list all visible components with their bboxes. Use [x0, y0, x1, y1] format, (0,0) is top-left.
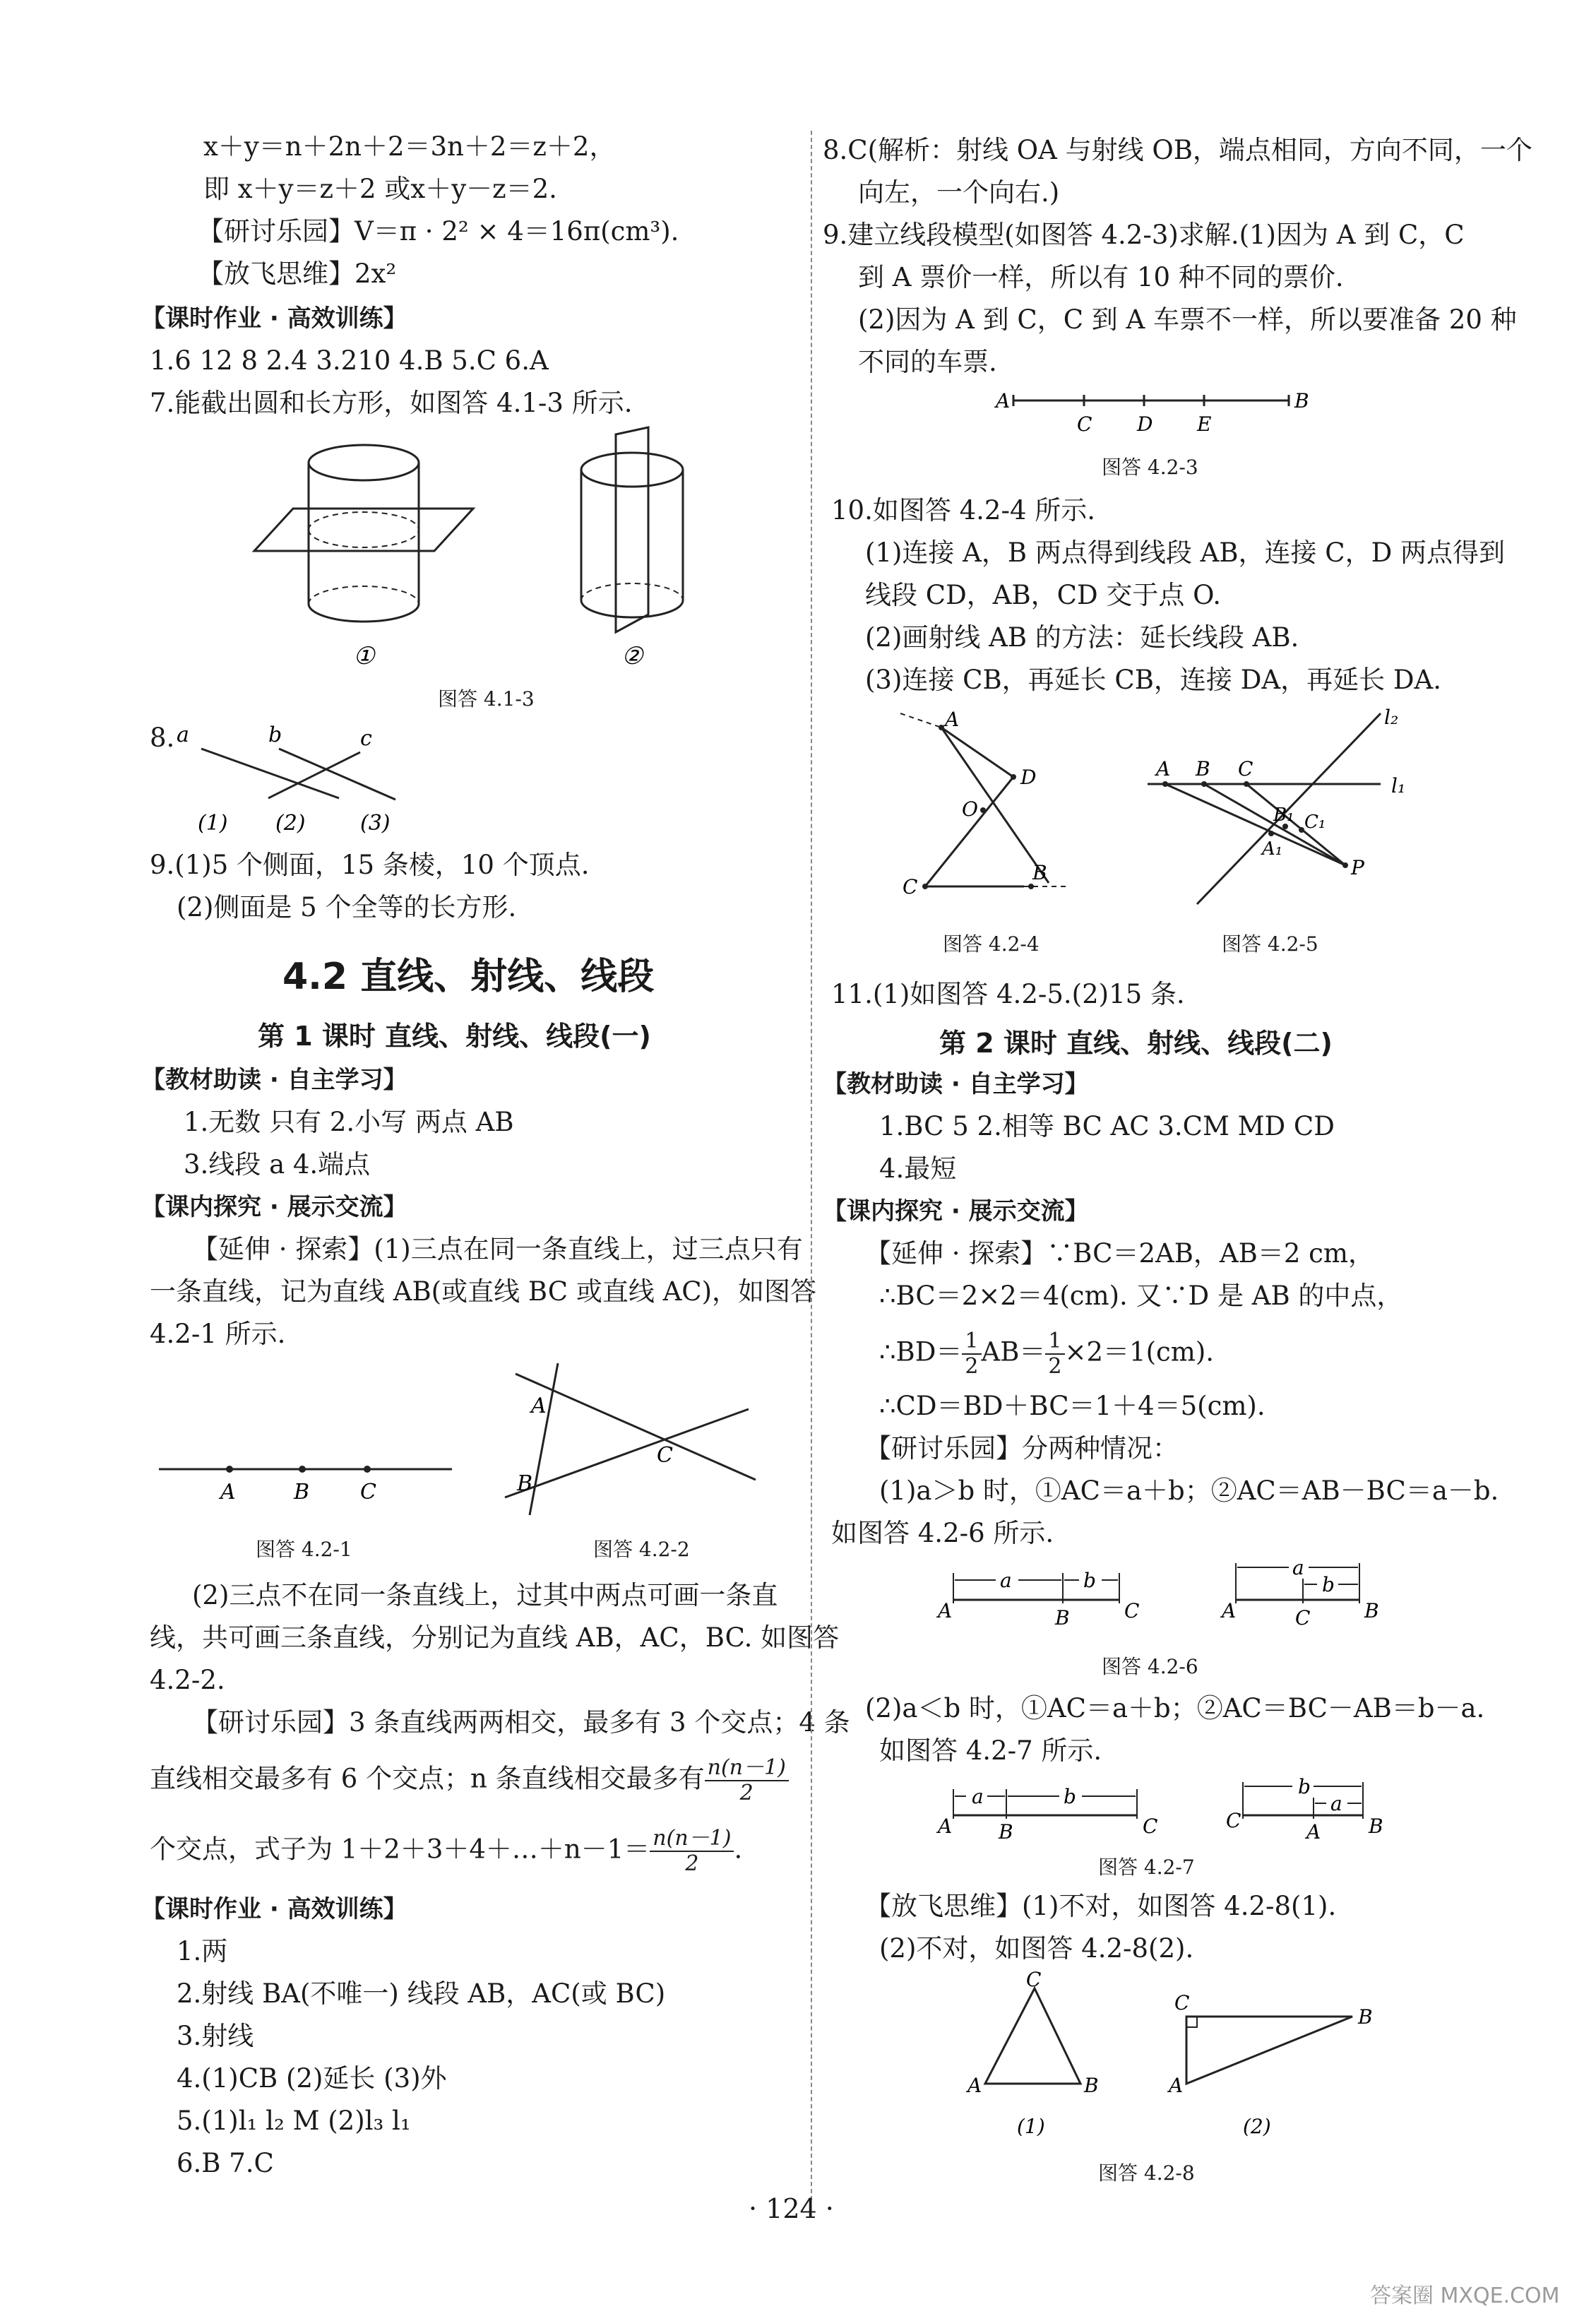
section-heading: 【课时作业 · 高效训练】 [141, 304, 407, 333]
point-label: A [938, 1815, 953, 1838]
fraction-numerator: 1 [962, 1329, 981, 1355]
point-label: C [1295, 1606, 1311, 1630]
figure-label: (2) [1243, 2115, 1271, 2138]
segment-label: a [1000, 1569, 1012, 1592]
text-fragment: . [734, 1834, 743, 1865]
point-label: B [1364, 1599, 1379, 1622]
figure-4-2-8 [964, 1968, 1458, 2140]
answer-line: 8. [150, 723, 175, 753]
answer-line: 到 A 票价一样，所以有 10 种不同的票价. [858, 262, 1344, 292]
text-fragment: 直线相交最多有 6 个交点；n 条直线相交最多有 [150, 1763, 705, 1794]
answer-line: 10.如图答 4.2-4 所示. [831, 495, 1096, 526]
fraction-denominator: 2 [739, 1781, 754, 1805]
figure-caption: 图答 4.1-3 [438, 687, 535, 711]
figure-4-2-2 [501, 1356, 784, 1519]
point-label: A [938, 1599, 953, 1622]
figure-caption: 图答 4.2-1 [256, 1538, 352, 1561]
lesson-title: 第 2 课时 直线、射线、线段(二) [939, 1028, 1333, 1059]
figure-4-2-4 [897, 706, 1123, 904]
answer-line: 11.(1)如图答 4.2-5.(2)15 条. [831, 979, 1185, 1009]
point-label: A [531, 1394, 547, 1418]
text-line [150, 1827, 742, 1876]
fraction-numerator: n(n－1) [705, 1756, 789, 1781]
text-line: 【延伸 · 探索】(1)三点在同一条直线上，过三点只有 [192, 1234, 803, 1264]
text-line: 【延伸 · 探索】∵BC＝2AB，AB＝2 cm， [865, 1238, 1374, 1269]
section-heading: 【课时作业 · 高效训练】 [141, 1895, 407, 1923]
point-label: B [1196, 757, 1210, 780]
point-label: B [1084, 2074, 1099, 2097]
figure-4-2-3 [992, 385, 1309, 436]
lesson-title: 第 1 课时 直线、射线、线段(一) [258, 1021, 651, 1052]
section-title: 4.2 直线、射线、线段 [282, 956, 655, 998]
text-line: 如图答 4.2-6 所示. [831, 1518, 1054, 1548]
answer-line: 1.BC 5 2.相等 BC AC 3.CM MD CD [879, 1111, 1335, 1141]
point-label: O [962, 797, 978, 821]
answer-line: 3.射线 [177, 2021, 254, 2051]
figure-4-2-5 [1141, 706, 1472, 918]
point-label: C₁ [1304, 812, 1326, 833]
point-label: A [967, 2074, 982, 2097]
text-line: 即 x＋y＝z＋2 或x＋y－z＝2. [203, 174, 557, 204]
answer-line: 5.(1)l₁ l₂ M (2)l₃ l₁ [177, 2106, 411, 2136]
point-label: l₂ [1384, 706, 1399, 729]
segment-label: b [1298, 1775, 1311, 1798]
answer-line: (3)连接 CB，再延长 CB，连接 DA，再延长 DA. [865, 665, 1441, 695]
segment-label: b [1064, 1785, 1076, 1808]
answer-line: 9.建立线段模型(如图答 4.2-3)求解.(1)因为 A 到 C，C [823, 220, 1465, 250]
answer-line: 不同的车票. [858, 347, 997, 377]
point-label: B [517, 1471, 533, 1496]
answer-line: 线段 CD，AB，CD 交于点 O. [865, 580, 1222, 610]
segment-label: b [1322, 1573, 1335, 1596]
answer-line: (2)因为 A 到 C，C 到 A 车票不一样，所以要准备 20 种 [858, 304, 1517, 335]
point-label: c [360, 726, 372, 751]
figure-4-1-3 [240, 431, 749, 678]
figure-caption: 图答 4.2-5 [1222, 932, 1318, 956]
answer-line: (1)连接 A，B 两点得到线段 AB，连接 C，D 两点得到 [865, 538, 1506, 568]
figure-caption: 图答 4.2-8 [1098, 2161, 1195, 2185]
point-label: C [1174, 1991, 1190, 2014]
text-line: 【研讨乐园】3 条直线两两相交，最多有 3 个交点；4 条 [192, 1707, 850, 1738]
text-line: ∴BC＝2×2＝4(cm). 又∵D 是 AB 的中点， [879, 1281, 1403, 1311]
text-line: (2)三点不在同一条直线上，过其中两点可画一条直 [192, 1580, 778, 1610]
figure-4-2-1 [155, 1455, 466, 1519]
point-label: B [1358, 2005, 1373, 2029]
point-label: B [1369, 1815, 1383, 1838]
point-label: C [1124, 1599, 1140, 1622]
fraction-denominator: 2 [1048, 1354, 1062, 1379]
point-label: C [657, 1443, 673, 1468]
point-label: C [1077, 412, 1092, 436]
point-label: C [1143, 1815, 1158, 1838]
point-label: A [945, 708, 960, 731]
section-heading: 【课内探究 · 展示交流】 [823, 1197, 1089, 1225]
section-heading: 【教材助读 · 自主学习】 [823, 1070, 1089, 1098]
text-line: ∴CD＝BD＋BC＝1＋4＝5(cm). [879, 1391, 1266, 1421]
point-label: C [360, 1480, 376, 1504]
column-divider [811, 131, 812, 2200]
figure-4-2-7 [932, 1776, 1441, 1847]
text-line [150, 1756, 789, 1805]
text-line: 【研讨乐园】分两种情况： [865, 1433, 1179, 1464]
figure-4-2-6 [932, 1557, 1441, 1635]
text-line: (1)a＞b 时，①AC＝a＋b；②AC＝AB－BC＝a－b. [879, 1476, 1499, 1506]
answer-line: 1.无数 只有 2.小写 两点 AB [184, 1107, 514, 1137]
point-label: A [1306, 1820, 1321, 1844]
answer-line: (2)侧面是 5 个全等的长方形. [177, 892, 517, 922]
point-label: D [1137, 412, 1153, 436]
text-line: 【放飞思维】(1)不对，如图答 4.2-8(1). [865, 1891, 1337, 1921]
text-line: x＋y＝n＋2n＋2＝3n＋2＝z＋2， [203, 131, 616, 162]
figure-label: (1) [198, 811, 228, 836]
section-heading: 【教材助读 · 自主学习】 [141, 1066, 407, 1094]
answer-line: 3.线段 a 4.端点 [184, 1149, 371, 1180]
figure-label: (2) [275, 811, 306, 836]
point-label: A [1169, 2074, 1184, 2097]
watermark: 答案圈 MXQE.COM [1370, 2284, 1560, 2308]
point-label: A [996, 389, 1011, 412]
text-line: 一条直线，记为直线 AB(或直线 BC 或直线 AC)，如图答 [150, 1276, 817, 1307]
answer-line: 4.(1)CB (2)延长 (3)外 [177, 2063, 447, 2094]
answer-line: 1.6 12 8 2.4 3.210 4.B 5.C 6.A [150, 345, 549, 376]
text-fragment: AB＝ [981, 1336, 1046, 1367]
point-label: a [177, 723, 189, 747]
fraction [705, 1756, 789, 1805]
fraction-denominator: 2 [685, 1851, 699, 1876]
answer-line: (2)画射线 AB 的方法：延长线段 AB. [865, 622, 1299, 653]
point-label: A [1156, 757, 1171, 780]
figure-label: (3) [360, 811, 391, 836]
answer-line: 6.B 7.C [177, 2148, 274, 2178]
point-label: C [903, 875, 918, 898]
text-line: 4.2-1 所示. [150, 1319, 286, 1349]
point-label: A [1222, 1599, 1237, 1622]
figure-q8 [169, 720, 537, 841]
figure-caption: 图答 4.2-3 [1102, 456, 1198, 479]
answer-line: 向左，一个向右.) [858, 177, 1060, 208]
segment-label: a [1330, 1792, 1342, 1815]
text-fragment: 个交点，式子为 1＋2＋3＋4＋…＋n－1＝ [150, 1834, 650, 1865]
section-heading: 【课内探究 · 展示交流】 [141, 1193, 407, 1221]
point-label: C [1026, 1968, 1042, 1991]
text-line: 【放飞思维】2x² [198, 259, 397, 289]
figure-caption: 图答 4.2-7 [1098, 1856, 1195, 1879]
answer-line: 9.(1)5 个侧面，15 条棱，10 个顶点. [150, 850, 590, 880]
segment-label: a [1292, 1556, 1304, 1579]
answer-line: 8.C(解析：射线 OA 与射线 OB，端点相同，方向不同，一个 [823, 135, 1532, 165]
figure-caption: 图答 4.2-4 [943, 932, 1040, 956]
answer-line: 7.能截出圆和长方形，如图答 4.1-3 所示. [150, 388, 633, 418]
point-label: B [1294, 389, 1309, 412]
point-label: B [999, 1820, 1013, 1844]
answer-line: 2.射线 BA(不唯一) 线段 AB，AC(或 BC) [177, 1978, 666, 2009]
fraction-numerator: 1 [1045, 1329, 1064, 1355]
fraction [962, 1329, 981, 1379]
point-label: C [1238, 757, 1253, 780]
point-label: C [1226, 1809, 1241, 1832]
figure-label: (1) [1017, 2115, 1045, 2138]
point-label: B [1032, 861, 1047, 884]
segment-label: a [972, 1785, 984, 1808]
text-line: 线，共可画三条直线，分别记为直线 AB，AC，BC. 如图答 [150, 1622, 840, 1653]
text-line: (2)不对，如图答 4.2-8(2). [879, 1933, 1194, 1964]
figure-label: ① [353, 642, 375, 670]
fraction [1045, 1329, 1064, 1379]
figure-caption: 图答 4.2-6 [1102, 1655, 1198, 1678]
text-fragment: ×2＝1(cm). [1064, 1336, 1215, 1367]
fraction [650, 1827, 734, 1876]
figure-label: ② [621, 642, 643, 670]
text-fragment: ∴BD＝ [879, 1336, 963, 1367]
point-label: b [268, 723, 282, 747]
text-line: 【研讨乐园】V＝π · 2² × 4＝16π(cm³). [198, 216, 679, 247]
text-line: 4.2-2. [150, 1665, 225, 1695]
text-line [879, 1329, 1214, 1379]
point-label: D [1020, 766, 1037, 789]
figure-caption: 图答 4.2-2 [593, 1538, 690, 1561]
text-line: 如图答 4.2-7 所示. [879, 1735, 1102, 1766]
point-label: l₁ [1391, 774, 1406, 797]
answer-line: 1.两 [177, 1936, 228, 1966]
answer-line: 4.最短 [879, 1153, 957, 1184]
point-label: A [220, 1480, 236, 1504]
segment-label: b [1083, 1569, 1096, 1592]
point-label: B [294, 1480, 310, 1504]
point-label: B [1055, 1606, 1070, 1630]
fraction-numerator: n(n－1) [650, 1827, 734, 1852]
point-label: B₁ [1273, 805, 1294, 826]
point-label: P [1351, 856, 1364, 879]
point-label: A₁ [1262, 838, 1283, 860]
page-number: · 124 · [749, 2193, 834, 2224]
fraction-denominator: 2 [965, 1354, 979, 1379]
text-line: (2)a＜b 时，①AC＝a＋b；②AC＝BC－AB＝b－a. [865, 1693, 1485, 1723]
point-label: E [1197, 412, 1212, 436]
